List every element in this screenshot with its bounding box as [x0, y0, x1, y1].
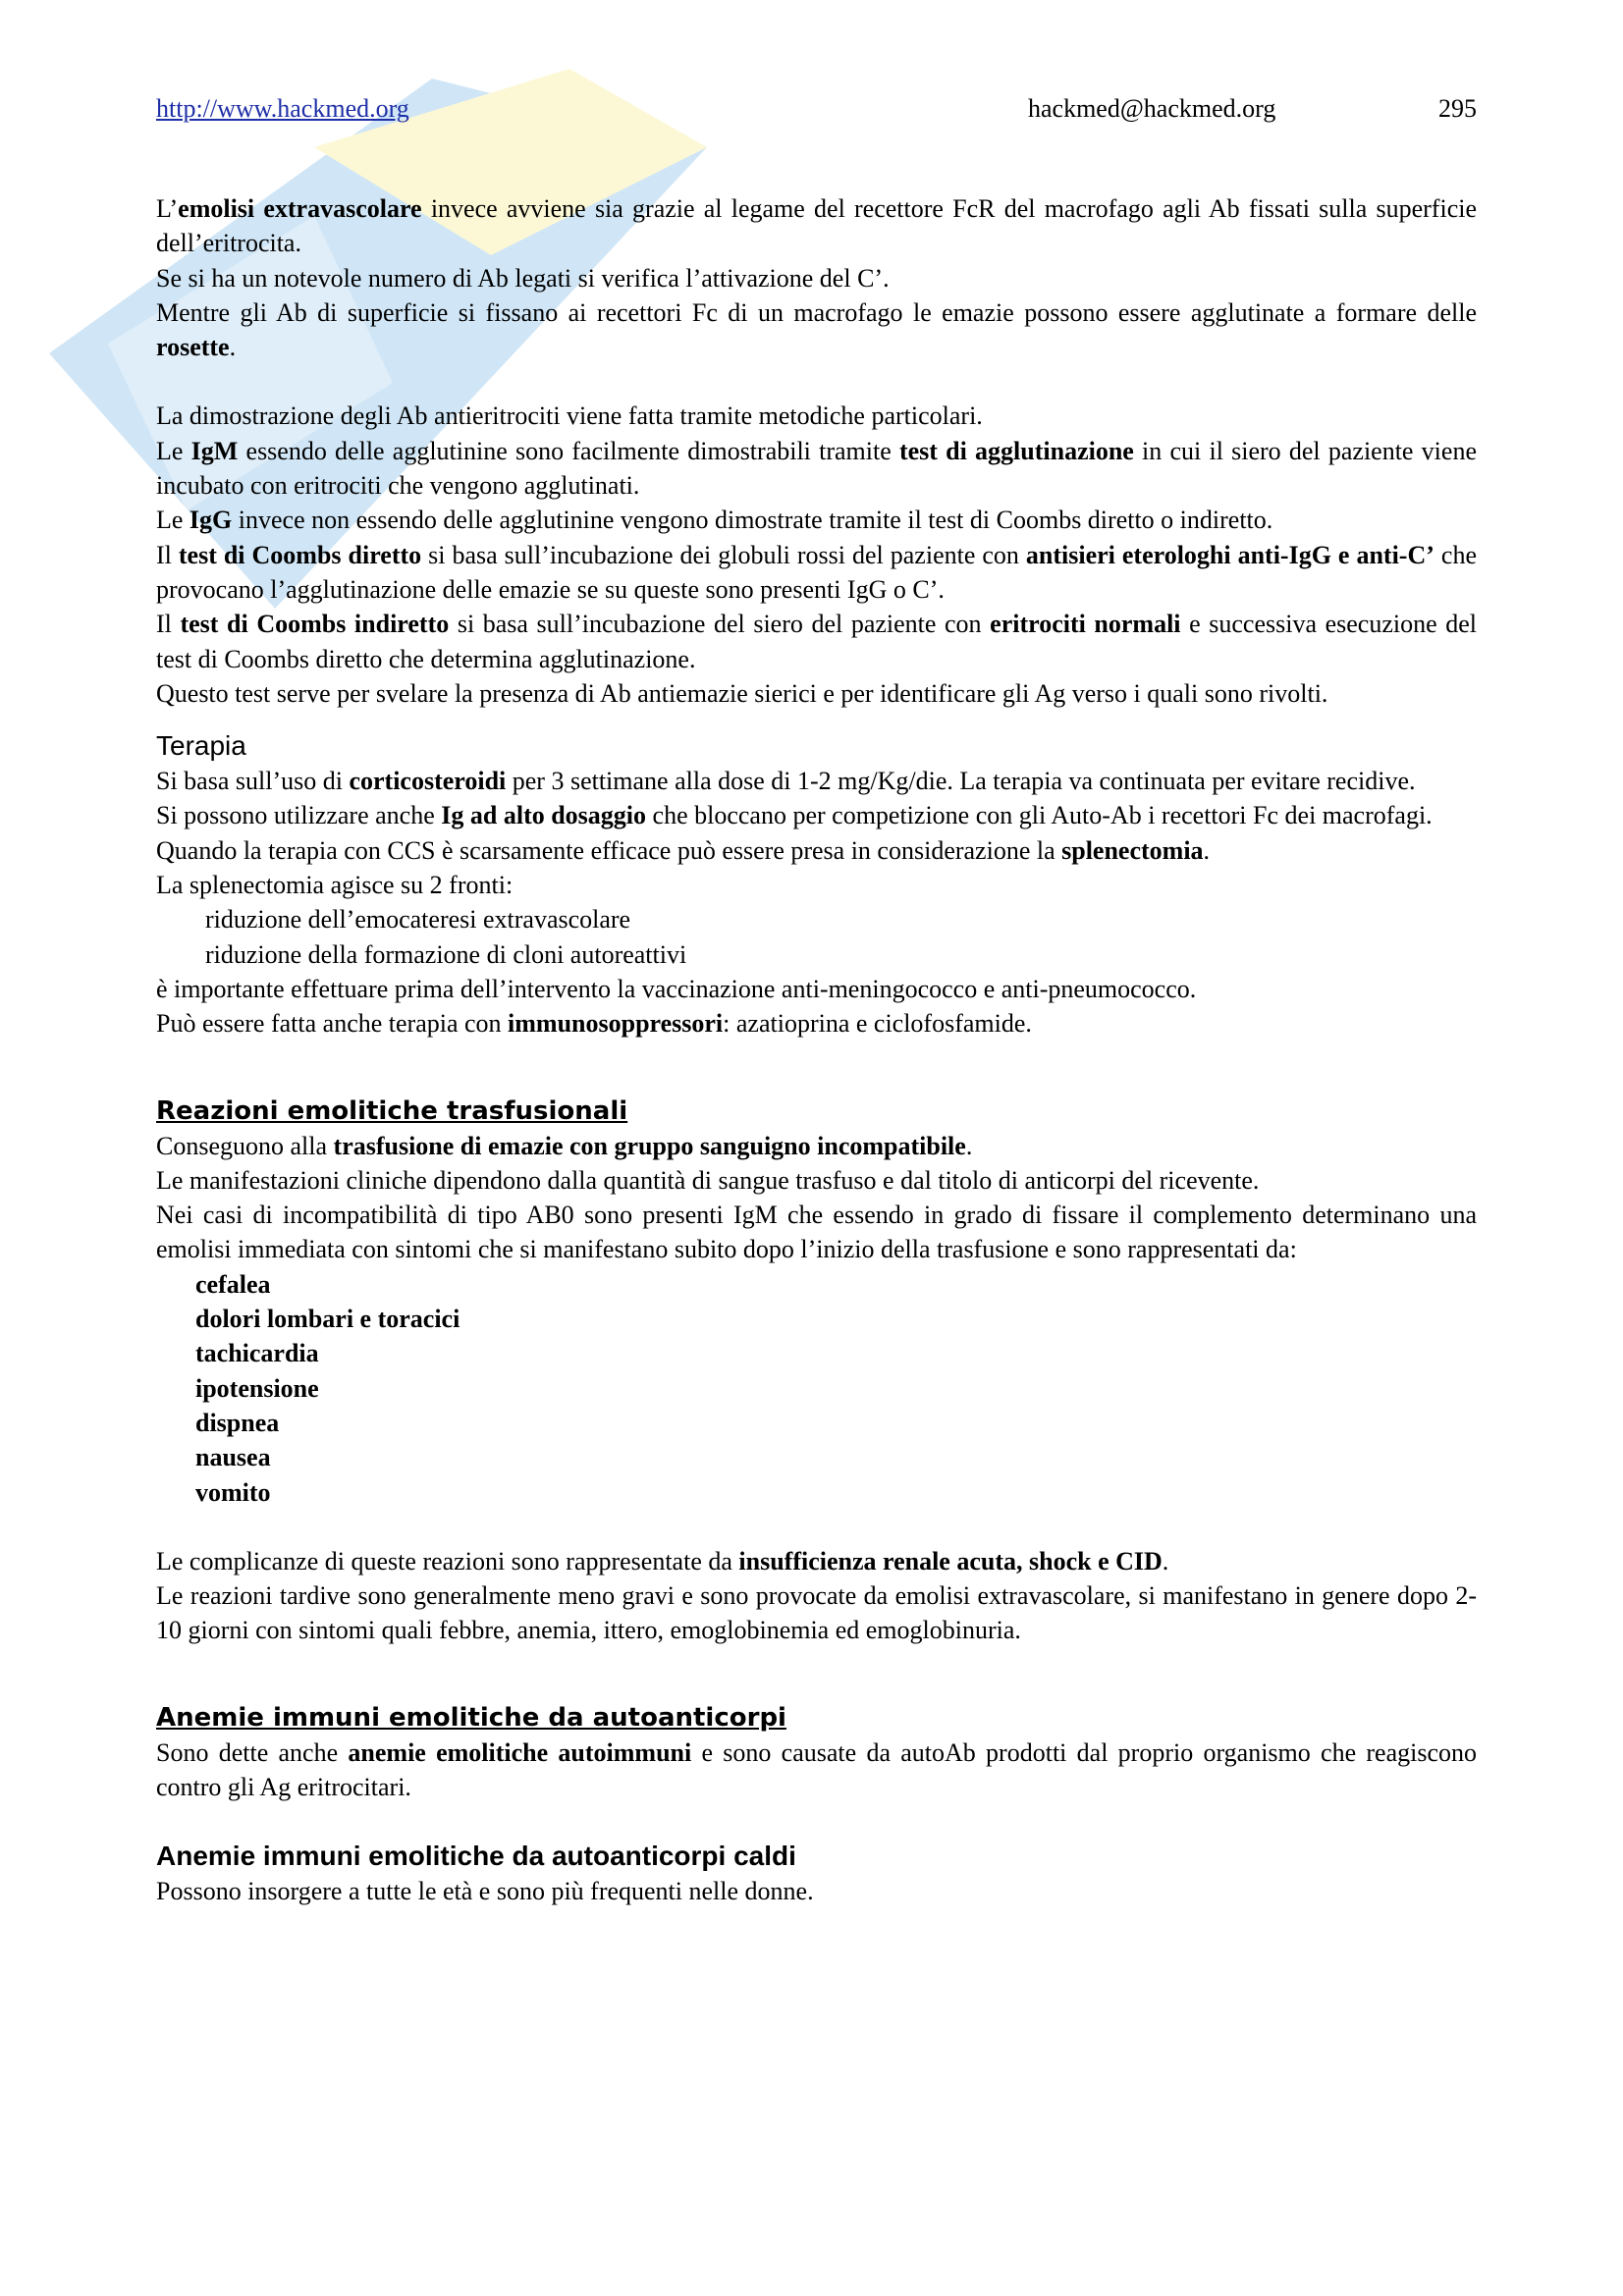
header-email: hackmed@hackmed.org: [1028, 94, 1276, 123]
list-item: dolori lombari e toracici: [195, 1305, 460, 1334]
list-item: vomito: [195, 1477, 271, 1507]
list-item: riduzione della formazione di cloni autoreattivi: [205, 939, 687, 969]
list-fronti: [156, 902, 1477, 972]
paragraph-anemie-autoimmuni: Sono dette anche anemie emolitiche autoimmuni e sono causate da autoAb prodotti dal proprio organismo che reagiscono contro gli Ag eritrocitari.: [156, 1737, 1478, 1801]
paragraph-vaccinazione: è importante effettuare prima dell’intervento la vaccinazione anti-meningococco e anti-pneumococco.: [156, 974, 1197, 1003]
paragraph-corticosteroidi: Si basa sull’uso di corticosteroidi per 3 settimane alla dose di 1-2 mg/Kg/die. La terapia va continuata per evitare recidive.: [156, 767, 1416, 796]
paragraph-caldi: Possono insorgere a tutte le età e sono più frequenti nelle donne.: [156, 1877, 814, 1906]
paragraph-incompatibilita: Nei casi di incompatibilità di tipo AB0 sono presenti IgM che essendo in grado di fissare il complemento determinano una emolisi immediata con sintomi che si manifestano subito dopo l’inizio della trasfusione e sono rappresentati da:: [156, 1201, 1477, 1264]
heading-anemie-autoanticorpi: Anemie immuni emolitiche da autoanticorpi: [156, 1702, 786, 1733]
list-item: cefalea: [195, 1269, 271, 1299]
list-item: tachicardia: [195, 1339, 319, 1368]
paragraph-rosette: Mentre gli Ab di superficie si fissano ai recettori Fc di un macrofago le emazie possono essere agglutinate a formare delle rosette.: [156, 297, 1477, 362]
page-number: 295: [1438, 94, 1477, 123]
paragraph-emolisi-extravascolare: L’emolisi extravascolare invece avviene sia grazie al legame del recettore FcR del macrofago agli Ab fissati sulla superficie dell’eritrocita.: [156, 194, 1477, 258]
list-item: ipotensione: [195, 1373, 319, 1403]
list-sintomi: [156, 1267, 1477, 1510]
paragraph-manifestazioni: Le manifestazioni cliniche dipendono dalla quantità di sangue trasfuso e dal titolo di anticorpi del ricevente.: [156, 1165, 1260, 1195]
paragraph-immunosoppressori: Può essere fatta anche terapia con immunosoppressori: azatioprina e ciclofosfamide.: [156, 1009, 1032, 1039]
paragraph-coombs-diretto: Il test di Coombs diretto si basa sull’incubazione dei globuli rossi del paziente con antisieri eterologhi anti-IgG e anti-C’ che provocano l’agglutinazione delle emazie se su queste sono presenti IgG o C’.: [156, 540, 1477, 604]
paragraph-igg: Le IgG invece non essendo delle agglutinine vengono dimostrate tramite il test di Coombs diretto o indiretto.: [156, 506, 1273, 535]
paragraph-fronti-intro: La splenectomia agisce su 2 fronti:: [156, 871, 514, 900]
heading-terapia: Terapia: [156, 730, 246, 762]
list-item: riduzione dell’emocateresi extravascolare: [205, 905, 631, 934]
paragraph-coombs-indiretto: Il test di Coombs indiretto si basa sull’incubazione del siero del paziente con eritrociti normali e successiva esecuzione del test di Coombs diretto che determina agglutinazione.: [156, 610, 1477, 673]
header-url-link[interactable]: http://www.hackmed.org: [156, 94, 409, 123]
paragraph-trasfusione: Conseguono alla trasfusione di emazie con gruppo sanguigno incompatibile.: [156, 1131, 973, 1160]
page-header: [156, 94, 1477, 133]
paragraph-ig-alto-dosaggio: Si possono utilizzare anche Ig ad alto dosaggio che bloccano per competizione con gli Auto-Ab i recettori Fc dei macrofagi.: [156, 801, 1433, 830]
paragraph-reazioni-tardive: Le reazioni tardive sono generalmente meno gravi e sono provocate da emolisi extravascolare, si manifestano in genere dopo 2-10 giorni con sintomi quali febbre, anemia, ittero, emoglobinemia ed emoglobinuria.: [156, 1581, 1477, 1645]
paragraph-test-serve: Questo test serve per svelare la presenza di Ab antiemazie sierici e per identificare gli Ag verso i quali sono rivolti.: [156, 678, 1328, 708]
heading-autoanticorpi-caldi: Anemie immuni emolitiche da autoanticorpi caldi: [156, 1841, 796, 1872]
paragraph-splenectomia: Quando la terapia con CCS è scarsamente efficace può essere presa in considerazione la splenectomia.: [156, 835, 1211, 865]
list-item: dispnea: [195, 1408, 280, 1437]
paragraph-complicanze: Le complicanze di queste reazioni sono rappresentate da insufficienza renale acuta, shock e CID.: [156, 1546, 1169, 1575]
paragraph-igm: Le IgM essendo delle agglutinine sono facilmente dimostrabili tramite test di agglutinazione in cui il siero del paziente viene incubato con eritrociti che vengono agglutinati.: [156, 436, 1477, 501]
document-body: [156, 191, 1477, 1909]
list-item: nausea: [195, 1443, 271, 1472]
heading-reazioni-emolitiche: Reazioni emolitiche trasfusionali: [156, 1095, 628, 1126]
paragraph-attivazione: Se si ha un notevole numero di Ab legati si verifica l’attivazione del C’.: [156, 263, 890, 293]
paragraph-dimostrazione: La dimostrazione degli Ab antieritrociti viene fatta tramite metodiche particolari.: [156, 401, 983, 431]
